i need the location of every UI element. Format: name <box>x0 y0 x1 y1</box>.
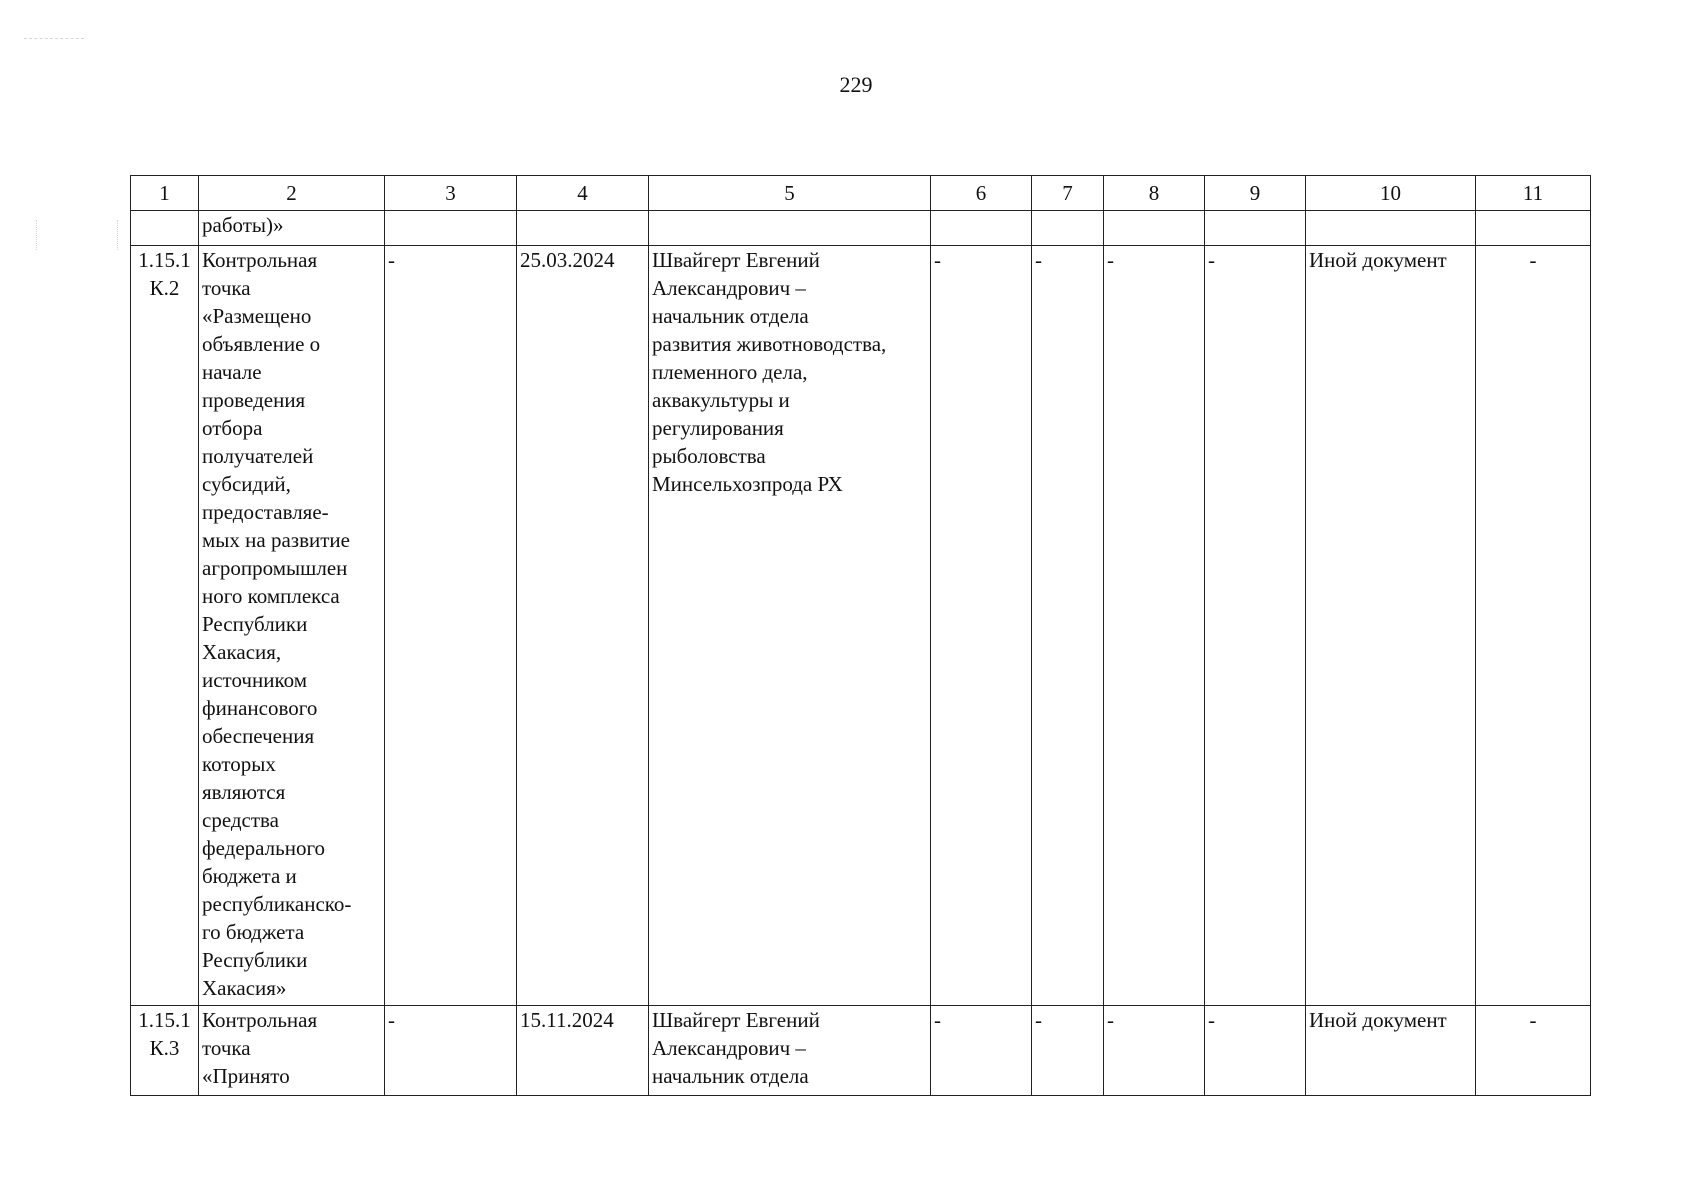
cell-col6 <box>931 211 1032 246</box>
cell-col9: - <box>1205 1006 1306 1096</box>
cell-responsible: Швайгерт Евгений Александрович – начальник отдела <box>649 1006 931 1096</box>
cell-number: 1.15.1 К.3 <box>131 1006 199 1096</box>
column-header-1: 1 <box>131 176 199 211</box>
cell-col7 <box>1032 211 1104 246</box>
cell-col6: - <box>931 1006 1032 1096</box>
cell-col8 <box>1104 211 1205 246</box>
column-header-8: 8 <box>1104 176 1205 211</box>
table-row <box>131 246 1591 1006</box>
continuation-row <box>131 211 1591 246</box>
cell-document: Иной документ <box>1306 246 1476 1006</box>
table-row <box>131 1006 1591 1096</box>
column-header-2: 2 <box>199 176 385 211</box>
cell-col9 <box>1205 211 1306 246</box>
cell-col8: - <box>1104 246 1205 1006</box>
cell-date: 25.03.2024 <box>517 246 649 1006</box>
column-header-10: 10 <box>1306 176 1476 211</box>
cell-document: Иной документ <box>1306 1006 1476 1096</box>
cell-col11: - <box>1476 246 1591 1006</box>
cell-col7: - <box>1032 246 1104 1006</box>
cell-col6: - <box>931 246 1032 1006</box>
column-header-3: 3 <box>385 176 517 211</box>
cell-number: 1.15.1 К.2 <box>131 246 199 1006</box>
scan-artifact-margin <box>36 220 118 250</box>
column-header-11: 11 <box>1476 176 1591 211</box>
column-header-6: 6 <box>931 176 1032 211</box>
header-row <box>131 176 1591 211</box>
cell-col3 <box>385 211 517 246</box>
cell-col11 <box>1476 211 1591 246</box>
cell-date <box>517 211 649 246</box>
cell-name: Контрольная точка «Принято <box>199 1006 385 1096</box>
page-number: 229 <box>839 72 873 97</box>
control-points-table <box>130 175 1591 1096</box>
cell-name: Контрольная точка «Размещено объявление о начале проведения отбора получателей субсидий, предоставляе- мых на развитие агропромышлен ного комплекса Республики Хакасия, источником финансового обеспечения которых являются средства федерального бюджета и республиканско- го бюджета Республики Хакасия» <box>199 246 385 1006</box>
column-header-4: 4 <box>517 176 649 211</box>
cell-col8: - <box>1104 1006 1205 1096</box>
cell-number <box>131 211 199 246</box>
cell-col7: - <box>1032 1006 1104 1096</box>
cell-col3: - <box>385 1006 517 1096</box>
cell-responsible <box>649 211 931 246</box>
column-header-7: 7 <box>1032 176 1104 211</box>
column-header-5: 5 <box>649 176 931 211</box>
cell-col11: - <box>1476 1006 1591 1096</box>
cell-document <box>1306 211 1476 246</box>
column-header-9: 9 <box>1205 176 1306 211</box>
cell-col3: - <box>385 246 517 1006</box>
cell-responsible: Швайгерт Евгений Александрович – начальник отдела развития животноводства, племенного дела, аквакультуры и регулирования рыболовства Минсельхозпрода РХ <box>649 246 931 1006</box>
cell-date: 15.11.2024 <box>517 1006 649 1096</box>
cell-col9: - <box>1205 246 1306 1006</box>
scan-artifact <box>24 38 84 57</box>
cell-name: работы)» <box>199 211 385 246</box>
